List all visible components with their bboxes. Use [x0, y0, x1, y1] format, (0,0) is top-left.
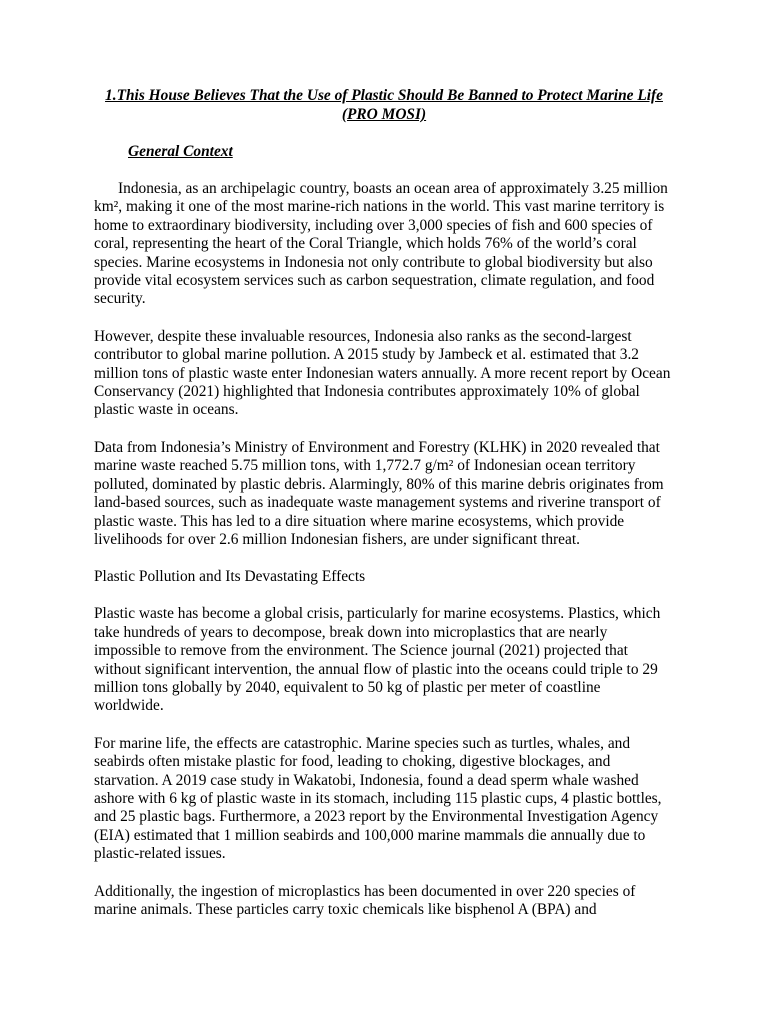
document-title: 1.This House Believes That the Use of Plastic Should Be Banned to Protect Marine Life (PRO MOSI) [105, 87, 663, 123]
paragraph-klhk-data: Data from Indonesia’s Ministry of Environment and Forestry (KLHK) in 2020 revealed that marine waste reached 5.75 million tons, with 1,772.7 g/m² of Indonesian ocean territory polluted, dominated by plastic debris. Alarmingly, 80% of this marine debris originates from land-based sources, such as inadequate waste management systems and riverine transport of plastic waste. This has led to a dire situation where marine ecosystems, which provide livelihoods for over 2.6 million Indonesian fishers, are under significant threat. [94, 438, 664, 548]
general-context-heading: General Context [128, 143, 233, 160]
paragraph-microplastics: Additionally, the ingestion of microplastics has been documented in over 220 species of marine animals. These particles carry toxic chemicals like bisphenol A (BPA) and [94, 882, 636, 918]
plastic-pollution-heading: Plastic Pollution and Its Devastating Effects [94, 568, 366, 586]
paragraph-global-crisis: Plastic waste has become a global crisis, particularly for marine ecosystems. Plastics, which take hundreds of years to decompose, break down into microplastics that are nearly impossible to remove from the environment. The Science journal (2021) projected that without significant intervention, the annual flow of plastic into the oceans could triple to 29 million tons globally by 2040, equivalent to 50 kg of plastic per meter of coastline worldwide. [94, 605, 661, 715]
paragraph-archipelago: Indonesia, as an archipelagic country, boasts an ocean area of approximately 3.25 million km², making it one of the most marine-rich nations in the world. This vast marine territory is home to extraordinary biodiversity, including over 3,000 species of fish and 600 species of coral, representing the heart of the Coral Triangle, which holds 76% of the world’s coral species. Marine ecosystems in Indonesia not only contribute to global biodiversity but also provide vital ecosystem services such as carbon sequestration, climate regulation, and food security. [94, 180, 668, 308]
paragraph-pollution-contributor: However, despite these invaluable resources, Indonesia also ranks as the second-largest contributor to global marine pollution. A 2015 study by Jambeck et al. estimated that 3.2 million tons of plastic waste enter Indonesian waters annually. A more recent report by Ocean Conservancy (2021) highlighted that Indonesia contributes approximately 10% of global plastic waste in oceans. [94, 327, 671, 419]
paragraph-marine-life-effects: For marine life, the effects are catastrophic. Marine species such as turtles, whales, and seabirds often mistake plastic for food, leading to choking, digestive blockages, and starvation. A 2019 case study in Wakatobi, Indonesia, found a dead sperm whale washed ashore with 6 kg of plastic waste in its stomach, including 115 plastic cups, 4 plastic bottles, and 25 plastic bags. Furthermore, a 2023 report by the Environmental Investigation Agency (EIA) estimated that 1 million seabirds and 100,000 marine mammals die annually due to plastic-related issues. [94, 734, 662, 863]
